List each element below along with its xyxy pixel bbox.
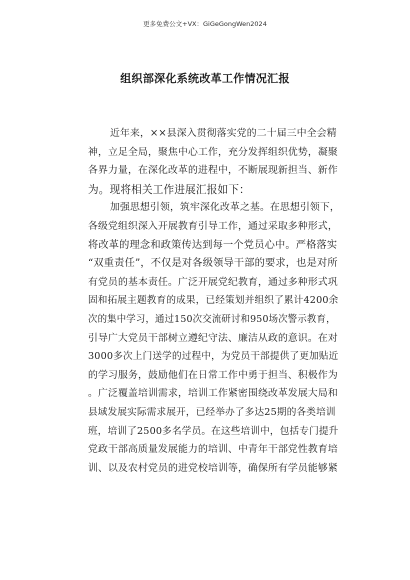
paragraph-line: 县域发展实际需求展开，已经举办了多达25期的各类培训 [88,406,336,418]
paragraph-line: 固和拓展主题教育的成果，已经策划并组织了累计4200余 [88,295,339,307]
header-note: 更多免费公文+VX：GiGeGongWen2024 [143,20,267,28]
paragraph-line: 3000多次上门送学的过程中，为党员干部提供了更加贴近 [88,351,339,363]
paragraph-line: 近年来，××县深入贯彻落实党的二十届三中全会精 [110,128,337,139]
paragraph-line: 引导广大党员干部树立遵纪守法、廉洁从政的意识。在对 [88,332,338,344]
paragraph-line: “双重责任”，不仅是对各级领导干部的要求，也是对所 [88,258,338,270]
paragraph-line: 各级党组织深入开展教育引导工作，通过采取多种形式， [88,220,338,232]
paragraph-line: 次的集中学习，通过150次交流研讨和950场次警示教育， [88,313,336,325]
paragraph-line: 神，立足全局，聚焦中心工作，充分发挥组织优势，凝聚 [88,146,338,158]
paragraph-line: 有党员的基本责任。广泛开展党纪教育，通过多种形式巩 [88,276,338,288]
paragraph-line: 。广泛覆盖培训需求，培训工作紧密围绕改革发展大局和 [88,388,338,400]
paragraph-line: 为。现将相关工作进展汇报如下： [88,183,250,196]
paragraph-line: 加强思想引领，筑牢深化改革之基。在思想引领下， [110,202,340,214]
paragraph-line: 将改革的理念和政策传达到每一个党员心中。严格落实 [88,239,338,251]
document-body [88,125,340,478]
paragraph-line: 训、以及农村党员的进党校培训等，确保所有学员能够紧 [88,462,338,474]
document-title: 组织部深化系统改革工作情况汇报 [120,72,290,85]
paragraph-line: 党政干部高质量发展能力的培训、中青年干部党性教育培 [88,444,338,456]
paragraph-line: 班，培训了2500多名学员。在这些培训中，包括专门提升 [88,425,339,437]
paragraph-line: 各界力量，在深化改革的进程中，不断展现新担当、新作 [88,165,338,177]
paragraph-line: 的学习服务，鼓励他们在日常工作中勇于担当、积极作为 [88,369,338,381]
